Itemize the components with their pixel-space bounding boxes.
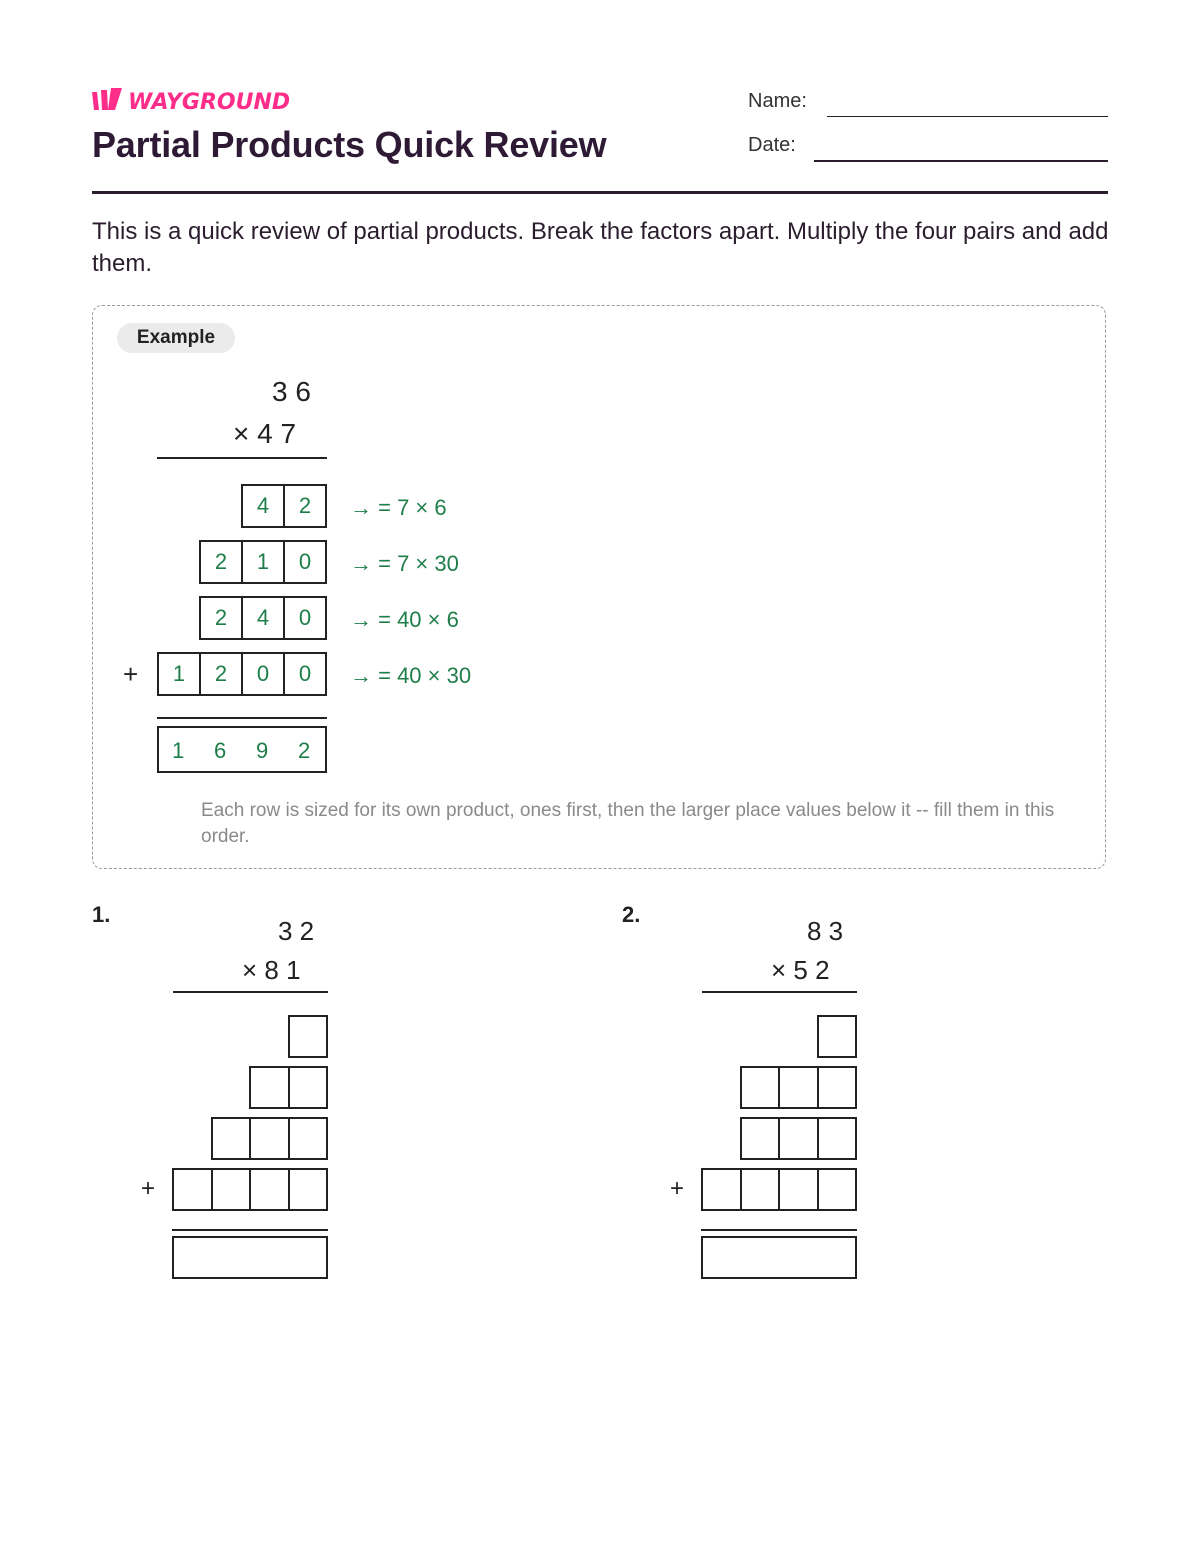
example-sum-line xyxy=(157,717,327,719)
instructions: This is a quick review of partial products. Break the factors apart. Multiply the four pairs and add them. xyxy=(92,218,1109,277)
cell-divider xyxy=(288,1068,290,1107)
example-digit-cell: 0 xyxy=(285,540,327,584)
example-row-note: → = 40 × 6 xyxy=(350,607,459,632)
example-total-digit: 2 xyxy=(298,738,311,763)
problem-factor-top: 3 2 xyxy=(278,916,315,946)
example-row-note: → = 7 × 6 xyxy=(350,495,447,520)
example-row-note: → = 40 × 30 xyxy=(350,663,472,688)
example-digit-cell: 4 xyxy=(241,484,285,528)
example-digit-cell: 0 xyxy=(285,652,327,696)
problem-multiply-line xyxy=(173,991,328,993)
name-field-line[interactable] xyxy=(827,116,1108,117)
example-digit-cell: 1 xyxy=(157,652,201,696)
example-panel xyxy=(92,305,1106,869)
answer-box-row2[interactable] xyxy=(249,1066,328,1109)
example-digit-cell: 4 xyxy=(243,596,285,640)
example-badge: Example xyxy=(117,323,235,353)
problem-number: 1. xyxy=(92,902,111,927)
example-total-digit: 9 xyxy=(256,738,269,763)
example-digit-cell: 0 xyxy=(243,652,285,696)
example-factor-top: 3 6 xyxy=(272,376,311,407)
answer-box-row1[interactable] xyxy=(817,1015,857,1058)
cell-divider xyxy=(249,1170,251,1209)
problem-factor-bottom: × 5 2 xyxy=(771,955,830,985)
cell-divider xyxy=(817,1119,819,1158)
plus-sign: + xyxy=(141,1175,156,1202)
example-multiply-line xyxy=(157,457,327,459)
example-footnote: Each row is sized for its own product, ones first, then the larger place values below it -- fill them in this order. xyxy=(201,800,1055,847)
answer-box-row4[interactable] xyxy=(172,1168,328,1211)
answer-box-row4[interactable] xyxy=(701,1168,857,1211)
cell-divider xyxy=(778,1119,780,1158)
cell-divider xyxy=(817,1068,819,1107)
example-digit-cell: 0 xyxy=(285,596,327,640)
cell-divider xyxy=(249,1119,251,1158)
problem-number: 2. xyxy=(622,902,641,927)
example-plus-sign: + xyxy=(123,659,139,689)
name-label: Name: xyxy=(748,90,807,112)
answer-total-box[interactable] xyxy=(172,1236,328,1279)
problem-factor-top: 8 3 xyxy=(807,916,844,946)
example-row-note: → = 7 × 30 xyxy=(350,551,459,576)
cell-divider xyxy=(740,1170,742,1209)
problem-factor-bottom: × 8 1 xyxy=(242,955,301,985)
date-field-line[interactable] xyxy=(814,160,1108,162)
problem-sum-line xyxy=(701,1229,857,1231)
example-digit-cell: 1 xyxy=(243,540,285,584)
header-divider xyxy=(92,191,1108,194)
page-title: Partial Products Quick Review xyxy=(92,124,607,165)
date-label: Date: xyxy=(748,134,796,156)
example-digit-cell: 2 xyxy=(201,652,243,696)
problem-sum-line xyxy=(172,1229,328,1231)
example-total-digit: 6 xyxy=(214,738,227,763)
plus-sign: + xyxy=(670,1175,685,1202)
wayground-logo xyxy=(92,86,292,114)
brand-wordmark: WAYGROUND xyxy=(128,90,291,114)
cell-divider xyxy=(288,1119,290,1158)
example-total-digit: 1 xyxy=(172,738,185,763)
example-digit-cell: 2 xyxy=(199,596,243,640)
answer-total-box[interactable] xyxy=(701,1236,857,1279)
example-digit-cell: 2 xyxy=(199,540,243,584)
answer-box-row2[interactable] xyxy=(740,1066,857,1109)
cell-divider xyxy=(778,1170,780,1209)
answer-box-row1[interactable] xyxy=(288,1015,328,1058)
problem-multiply-line xyxy=(702,991,857,993)
answer-box-row3[interactable] xyxy=(740,1117,857,1160)
cell-divider xyxy=(817,1170,819,1209)
example-total-box xyxy=(157,726,327,773)
cell-divider xyxy=(211,1170,213,1209)
cell-divider xyxy=(778,1068,780,1107)
cell-divider xyxy=(288,1170,290,1209)
example-factor-bottom: × 4 7 xyxy=(233,418,297,449)
answer-box-row3[interactable] xyxy=(211,1117,328,1160)
example-digit-cell: 2 xyxy=(285,484,327,528)
